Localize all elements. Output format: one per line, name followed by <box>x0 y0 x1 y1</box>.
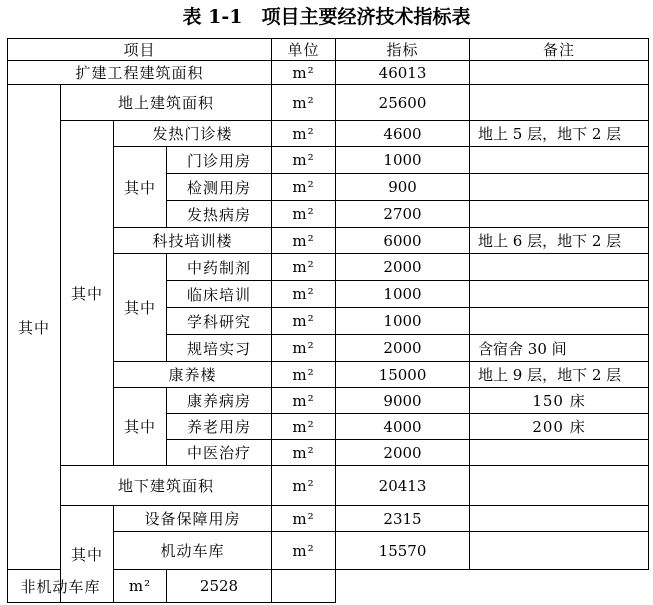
row-label: 设备保障用房 <box>114 506 272 532</box>
row-value: 2528 <box>167 570 272 603</box>
header-item: 项目 <box>8 39 272 61</box>
row-unit: m² <box>272 147 336 174</box>
header-unit: 单位 <box>272 39 336 61</box>
row-value: 1000 <box>336 308 470 335</box>
row-label: 康养病房 <box>167 388 272 414</box>
row-value: 6000 <box>336 228 470 254</box>
table-row <box>8 506 649 532</box>
row-label: 门诊用房 <box>167 147 272 174</box>
row-note <box>470 201 649 228</box>
row-unit: m² <box>272 85 336 121</box>
row-unit: m² <box>272 174 336 201</box>
indicator-table <box>7 38 649 603</box>
table-row <box>8 466 649 506</box>
row-unit: m² <box>272 228 336 254</box>
row-label: 地下建筑面积 <box>61 466 272 506</box>
row-value: 1000 <box>336 147 470 174</box>
row-label: 中药制剂 <box>167 254 272 281</box>
row-value: 1000 <box>336 281 470 308</box>
table-row <box>8 61 649 85</box>
row-label: 地上建筑面积 <box>61 85 272 121</box>
row-unit: m² <box>272 61 336 85</box>
row-unit: m² <box>272 414 336 440</box>
row-label: 学科研究 <box>167 308 272 335</box>
row-unit: m² <box>272 281 336 308</box>
row-unit: m² <box>272 466 336 506</box>
row-note: 地上 9 层，地下 2 层 <box>470 362 649 388</box>
header-note: 备注 <box>470 39 649 61</box>
row-note: 地上 5 层，地下 2 层 <box>470 121 649 147</box>
row-note <box>470 61 649 85</box>
row-value: 4600 <box>336 121 470 147</box>
row-value: 9000 <box>336 388 470 414</box>
row-unit: m² <box>272 532 336 570</box>
row-label: 发热病房 <box>167 201 272 228</box>
row-value: 15570 <box>336 532 470 570</box>
row-label: 检测用房 <box>167 174 272 201</box>
row-unit: m² <box>272 335 336 362</box>
row-value: 46013 <box>336 61 470 85</box>
row-note <box>470 281 649 308</box>
row-value: 20413 <box>336 466 470 506</box>
row-note: 150 床 <box>470 388 649 414</box>
row-note: 200 床 <box>470 414 649 440</box>
row-value: 2000 <box>336 440 470 466</box>
row-label: 科技培训楼 <box>114 228 272 254</box>
row-label: 机动车库 <box>114 532 272 570</box>
row-label: 非机动车库 <box>8 570 114 603</box>
table-row <box>8 121 649 147</box>
qizhong-label: 其中 <box>8 85 61 570</box>
row-note <box>470 506 649 532</box>
qizhong-label: 其中 <box>61 506 114 603</box>
row-value: 4000 <box>336 414 470 440</box>
row-value: 2000 <box>336 335 470 362</box>
row-unit: m² <box>272 388 336 414</box>
row-note <box>470 440 649 466</box>
row-value: 900 <box>336 174 470 201</box>
row-unit: m² <box>114 570 167 603</box>
row-label: 扩建工程建筑面积 <box>8 61 272 85</box>
row-label: 中医治疗 <box>167 440 272 466</box>
qizhong-label: 其中 <box>114 147 167 228</box>
row-unit: m² <box>272 308 336 335</box>
row-note <box>470 85 649 121</box>
qizhong-label: 其中 <box>114 388 167 466</box>
header-value: 指标 <box>336 39 470 61</box>
row-note <box>470 254 649 281</box>
row-value: 2000 <box>336 254 470 281</box>
table-row <box>8 570 649 603</box>
qizhong-label: 其中 <box>61 121 114 466</box>
row-value: 2700 <box>336 201 470 228</box>
row-note <box>470 174 649 201</box>
row-note <box>470 147 649 174</box>
row-note <box>272 570 336 603</box>
row-label: 临床培训 <box>167 281 272 308</box>
row-note <box>470 466 649 506</box>
row-unit: m² <box>272 440 336 466</box>
row-value: 15000 <box>336 362 470 388</box>
row-label: 养老用房 <box>167 414 272 440</box>
row-note: 含宿舍 30 间 <box>470 335 649 362</box>
row-unit: m² <box>272 254 336 281</box>
row-label: 康养楼 <box>114 362 272 388</box>
row-value: 25600 <box>336 85 470 121</box>
header-row <box>8 39 649 61</box>
row-note <box>470 532 649 570</box>
table-title: 表 1-1 项目主要经济技术指标表 <box>182 6 471 28</box>
row-unit: m² <box>272 362 336 388</box>
row-value: 2315 <box>336 506 470 532</box>
table-row <box>8 85 649 121</box>
row-label: 规培实习 <box>167 335 272 362</box>
row-unit: m² <box>272 201 336 228</box>
row-note: 地上 6 层，地下 2 层 <box>470 228 649 254</box>
row-unit: m² <box>272 506 336 532</box>
row-label: 发热门诊楼 <box>114 121 272 147</box>
row-unit: m² <box>272 121 336 147</box>
qizhong-label: 其中 <box>114 254 167 362</box>
row-note <box>470 308 649 335</box>
